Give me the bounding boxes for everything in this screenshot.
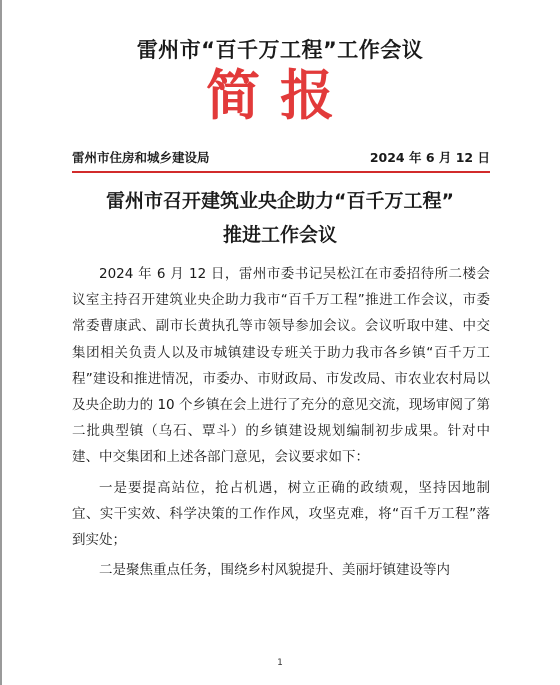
headline-line-1: 雷州市召开建筑业央企助力“百千万工程” — [106, 190, 454, 212]
body-paragraph: 2024 年 6 月 12 日，雷州市委书记吴松江在市委招待所二楼会议室主持召开建筑业央企助力我市“百千万工程”推进工作会议，市委常委曹康武、副市长黄执孔等市领导参加会议。会议听取中建、中交集团相关负责人以及市城镇建设专班关于助力我市各乡镇“百千万工程”建设和推进情况，市委办、市财政局、市发改局、市农业农村局以及央企助力的 10 个乡镇在会上进行了充分的意见交流，现场审阅了第二批典型镇（乌石、覃斗）的乡镇建设规划编制初步成果。针对中建、中交集团和上述各部门意见，会议要求如下： — [72, 266, 490, 466]
issuer-name: 雷州市住房和城乡建设局 — [72, 150, 210, 165]
issue-date: 2024 年 6 月 12 日 — [369, 150, 490, 165]
page-number: 1 — [277, 658, 283, 668]
body-paragraph: 一是要提高站位，抢占机遇，树立正确的政绩观，坚持因地制宜、实干实效、科学决策的工作作风，攻坚克难，将“百千万工程”落到实处； — [72, 479, 490, 549]
issuer-row — [72, 148, 490, 168]
bulletin-title: 雷州市“百千万工程”工作会议 — [136, 38, 424, 62]
article-headline — [0, 184, 560, 252]
body-paragraph: 二是聚焦重点任务，围绕乡村风貌提升、美丽圩镇建设等内 — [99, 562, 450, 579]
headline-line-2: 推进工作会议 — [222, 224, 337, 246]
article-body — [72, 261, 490, 587]
brief-label: 简报 — [206, 63, 354, 127]
red-divider — [72, 171, 490, 173]
